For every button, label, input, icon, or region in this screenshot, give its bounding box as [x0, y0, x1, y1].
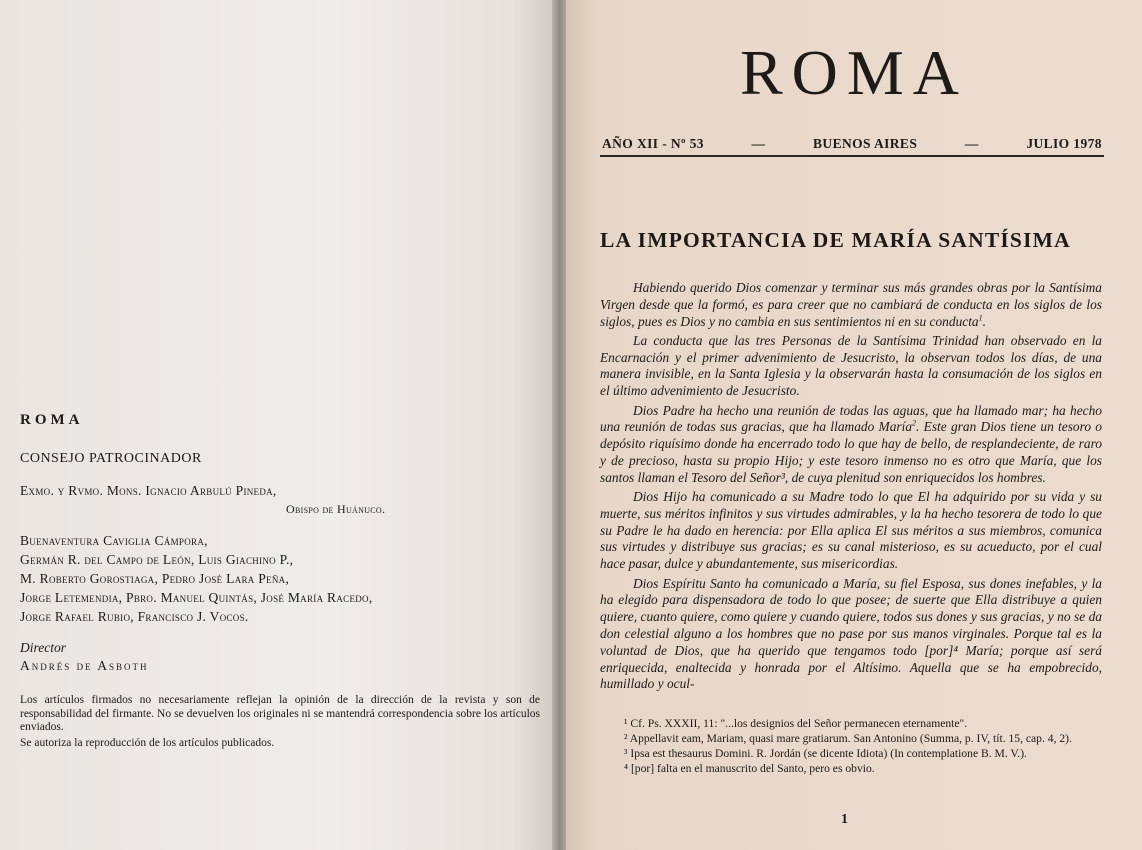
article-paragraph	[600, 489, 1102, 573]
article-body	[600, 280, 1102, 696]
article-paragraph	[600, 333, 1102, 400]
paragraph-text: Dios Espíritu Santo ha comunicado a María, su fiel Esposa, sus dones inefables, y la ha elegido para dispensadora de todo lo que posee; de suerte que Ella distribuye a quien quiere, cuanto quiere, como quiere y cuando quiere, todos sus dones y sus gracias, y no se da don celestial alguno a los hombres que no pase por sus manos virginales. Porque tal es la voluntad de Dios, que ha querido que tengamos todo [por]⁴ María; porque así será enriquecida, enaltecida y honrada por el Altísimo. Aquella que se ha empobrecido, humillado y ocul-	[600, 575, 1102, 692]
member-line: Jorge Rafael Rubio, Francisco J. Vocos.	[20, 609, 249, 624]
paragraph-text: Dios Hijo ha comunicado a su Madre todo lo que El ha adquirido por su vida y su muerte, sus méritos infinitos y sus virtudes admirables, y la ha hecho tesorera de todo lo que su Padre le ha dado en herencia: por Ella aplica El sus méritos a sus miembros, comunica sus virtudes y distribuye sus gracias; es su canal misterioso, es su acueducto, por el cual hace pasar, dulce y abundantemente, sus misericordias.	[600, 489, 1102, 572]
article-paragraph	[600, 403, 1102, 487]
issue-date: JULIO 1978	[1026, 136, 1102, 151]
paragraph-text: Habiendo querido Dios comenzar y terminar sus más grandes obras por la Santísima Virgen desde que la formó, es para creer que no cambiará de conducta en los siglos de los siglos, pues es Dios y no cambia en sus sentimientos ni en su conducta	[600, 280, 1102, 329]
disclaimer-notice: Los artículos firmados no necesariamente reflejan la opinión de la dirección de la revista y son de responsabilidad del firmante. No se devuelven los originales ni se mantendrá correspondencia sobre los artículos enviados.	[20, 694, 540, 733]
reproduction-notice: Se autoriza la reproducción de los artículos publicados.	[20, 736, 275, 749]
issue-number: AÑO XII - Nº 53	[602, 136, 704, 151]
masthead-dash: —	[751, 136, 766, 151]
masthead-rule	[600, 155, 1104, 157]
footnote: ¹ Cf. Ps. XXXII, 11: "...los designios del Señor permanecen eternamente".	[624, 717, 968, 730]
member-line: Germán R. del Campo de León, Luis Giachino P.,	[20, 552, 294, 567]
article-title: LA IMPORTANCIA DE MARÍA SANTÍSIMA	[600, 228, 1071, 252]
credits-block	[20, 412, 540, 752]
director-name: Andrés de Asboth	[20, 658, 149, 673]
paragraph-tail: . Este gran Dios tiene un tesoro o depósito riquísimo donde ha encerrado todo lo que hay de bello, de resplandeciente, de raro y de precioso, hasta su propio Hijo; y este tesoro inmenso no es otro que María, que los santos llaman el Tesoro del Señor³, de cuya plenitud son enriquecidos los hombres.	[600, 419, 1102, 485]
footnote-ref: 2	[912, 418, 917, 428]
footnotes	[600, 716, 1102, 776]
issue-city: BUENOS AIRES	[813, 136, 918, 151]
article-paragraph	[600, 576, 1102, 694]
council-members	[20, 531, 540, 626]
journal-title: ROMA	[739, 37, 969, 108]
patron-name: Exmo. y Rvmo. Mons. Ignacio Arbulú Pineda,	[20, 483, 277, 498]
footnote: ² Appellavit eam, Mariam, quasi mare gratiarum. San Antonino (Summa, p. IV, tít. 15, cap. 4, 2).	[624, 732, 1072, 745]
director-label: Director	[20, 640, 66, 655]
council-heading: CONSEJO PATROCINADOR	[20, 451, 202, 466]
paragraph-text: Dios Padre ha hecho una reunión de todas las aguas, que ha llamado mar; ha hecho una reunión de todas sus gracias, que ha llamado María	[600, 402, 1102, 435]
masthead-dash: —	[964, 136, 979, 151]
journal-name: ROMA	[20, 412, 84, 428]
member-line: Buenaventura Caviglia Cámpora,	[20, 533, 208, 548]
article-paragraph	[600, 280, 1102, 330]
paragraph-text: La conducta que las tres Personas de la Santísima Trinidad han observado en la Encarnación y el primer advenimiento de Jesucristo, la observan todos los días, de una manera invisible, en la Santa Iglesia y la observarán hasta la consumación de los siglos en el último advenimiento de Jesucristo.	[600, 332, 1102, 399]
footnote: ⁴ [por] falta en el manuscrito del Santo, pero es obvio.	[624, 762, 875, 775]
page-number: 1	[841, 812, 848, 827]
member-line: M. Roberto Gorostiaga, Pedro José Lara Peña,	[20, 571, 290, 586]
patron-title: Obispo de Huánuco.	[286, 502, 386, 516]
footnote: ³ Ipsa est thesaurus Domini. R. Jordán (se dicente Idiota) (In contemplatione B. M. V.).	[624, 747, 1027, 760]
paragraph-tail: .	[982, 313, 986, 329]
member-line: Jorge Letemendia, Pbro. Manuel Quintás, José María Racedo,	[20, 590, 373, 605]
footnote-ref: 1	[978, 313, 983, 323]
issue-masthead	[602, 136, 1102, 152]
